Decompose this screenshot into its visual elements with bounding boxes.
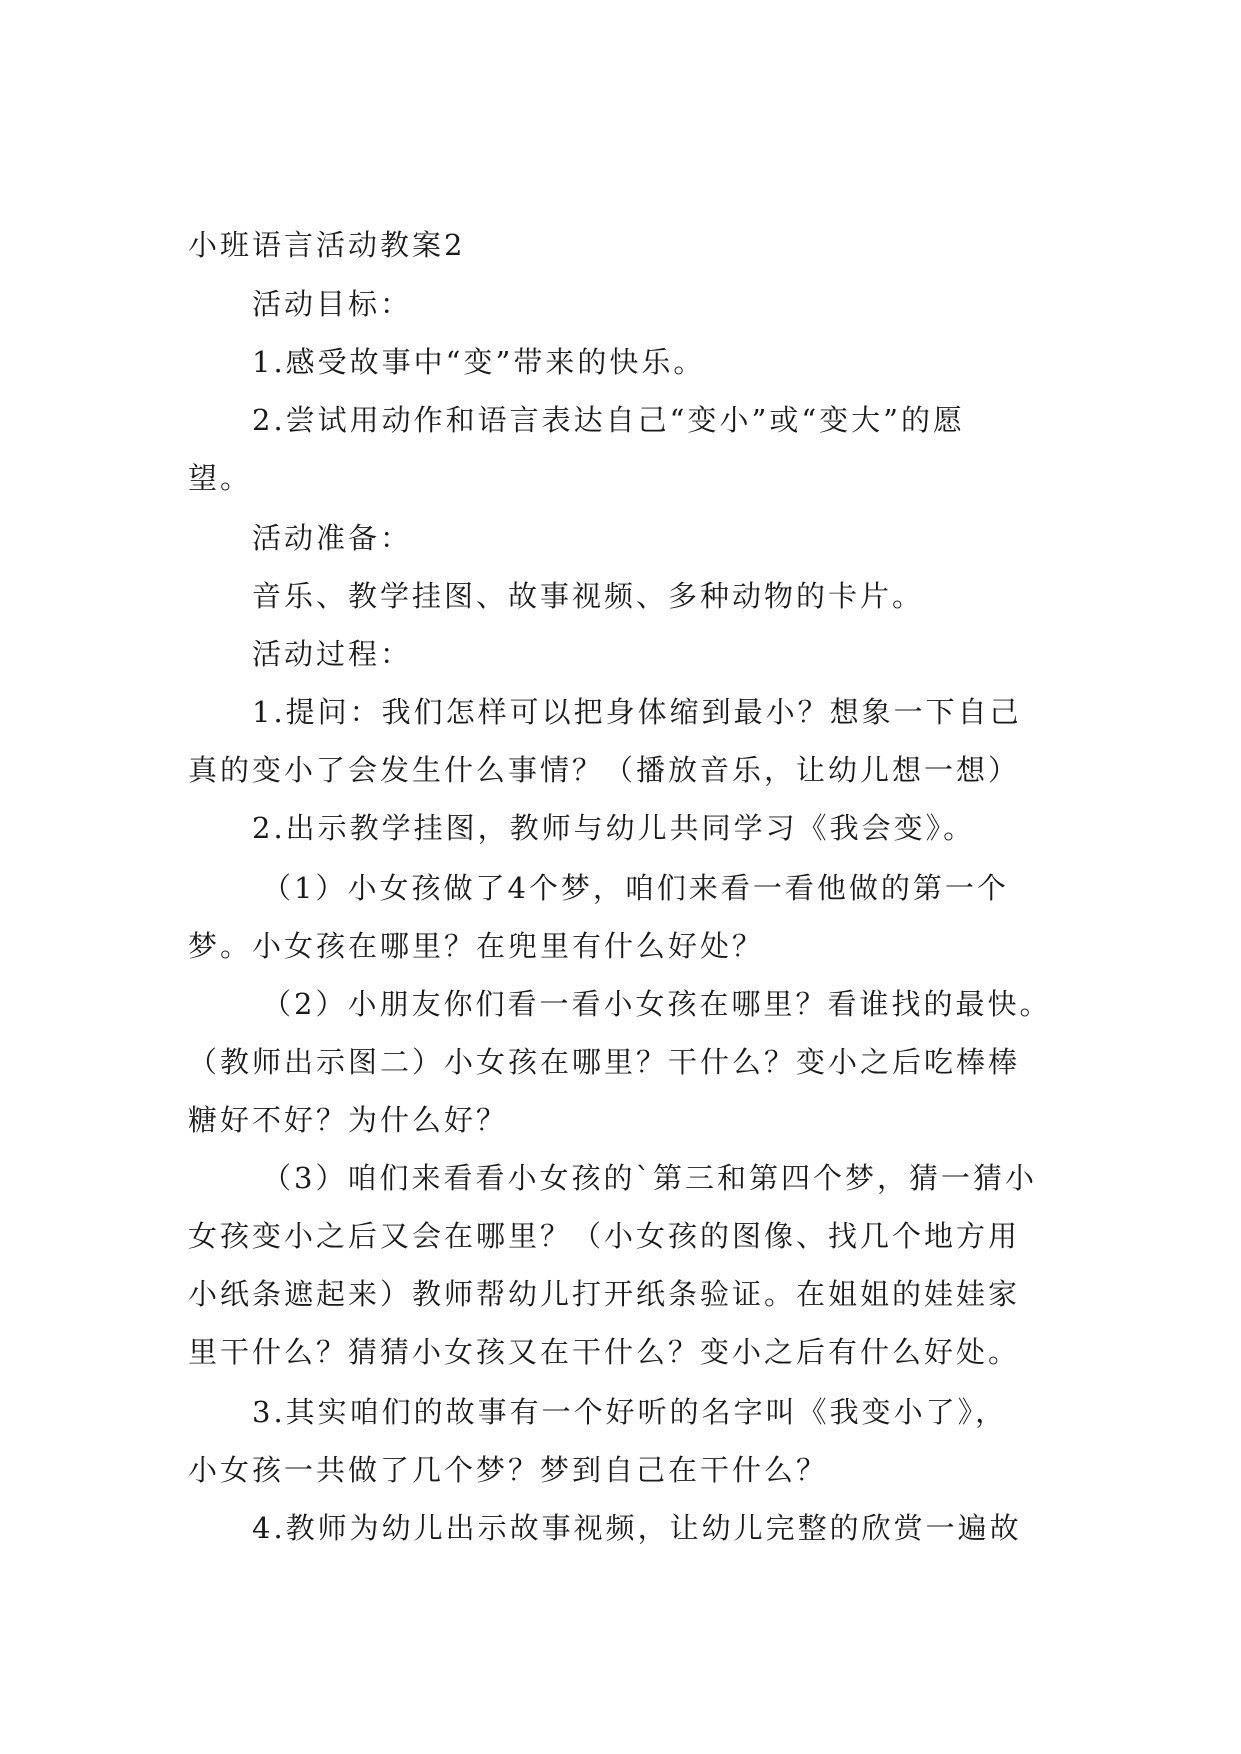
- paragraph-line: 1.感受故事中“变”带来的快乐。: [252, 345, 706, 379]
- paragraph-line: 里干什么？猜猜小女孩又在干什么？变小之后有什么好处。: [188, 1335, 1021, 1369]
- paragraph-line: （2）小朋友你们看一看小女孩在哪里？看谁找的最快。: [262, 987, 1052, 1021]
- paragraph-line: 糖好不好？为什么好？: [188, 1103, 509, 1137]
- paragraph-line: 2.出示教学挂图，教师与幼儿共同学习《我会变》。: [252, 811, 976, 845]
- paragraph-line: 小纸条遮起来）教师帮幼儿打开纸条验证。在姐姐的娃娃家: [188, 1277, 1021, 1311]
- paragraph-line: （3）咱们来看看小女孩的`第三和第四个梦，猜一猜小: [262, 1161, 1037, 1195]
- section-heading-process: 活动过程：: [252, 637, 413, 671]
- paragraph-line: 3.其实咱们的故事有一个好听的名字叫《我变小了》，: [252, 1395, 1008, 1429]
- paragraph-line: 梦。小女孩在哪里？在兜里有什么好处？: [188, 929, 765, 963]
- paragraph-line: 女孩变小之后又会在哪里？（小女孩的图像、找几个地方用: [188, 1219, 1021, 1253]
- paragraph-line: 真的变小了会发生什么事情？（播放音乐，让幼儿想一想）: [188, 753, 1021, 787]
- section-heading-goals: 活动目标：: [252, 287, 413, 321]
- paragraph-line: 4.教师为幼儿出示故事视频，让幼儿完整的欣赏一遍故: [252, 1511, 1022, 1545]
- paragraph-line: （1）小女孩做了4个梦，咱们来看一看他做的第一个: [262, 871, 1009, 905]
- section-heading-preparation: 活动准备：: [252, 521, 413, 555]
- paragraph-line: （教师出示图二）小女孩在哪里？干什么？变小之后吃棒棒: [188, 1045, 1021, 1079]
- paragraph-line: 小女孩一共做了几个梦？梦到自己在干什么？: [188, 1453, 829, 1487]
- paragraph-line: 音乐、教学挂图、故事视频、多种动物的卡片。: [252, 579, 925, 613]
- paragraph-line: 1.提问：我们怎样可以把身体缩到最小？想象一下自己: [252, 695, 1022, 729]
- document-title: 小班语言活动教案2: [188, 228, 466, 262]
- paragraph-line: 2.尝试用动作和语言表达自己“变小”或“变大”的愿: [252, 403, 965, 437]
- paragraph-line: 望。: [188, 461, 253, 495]
